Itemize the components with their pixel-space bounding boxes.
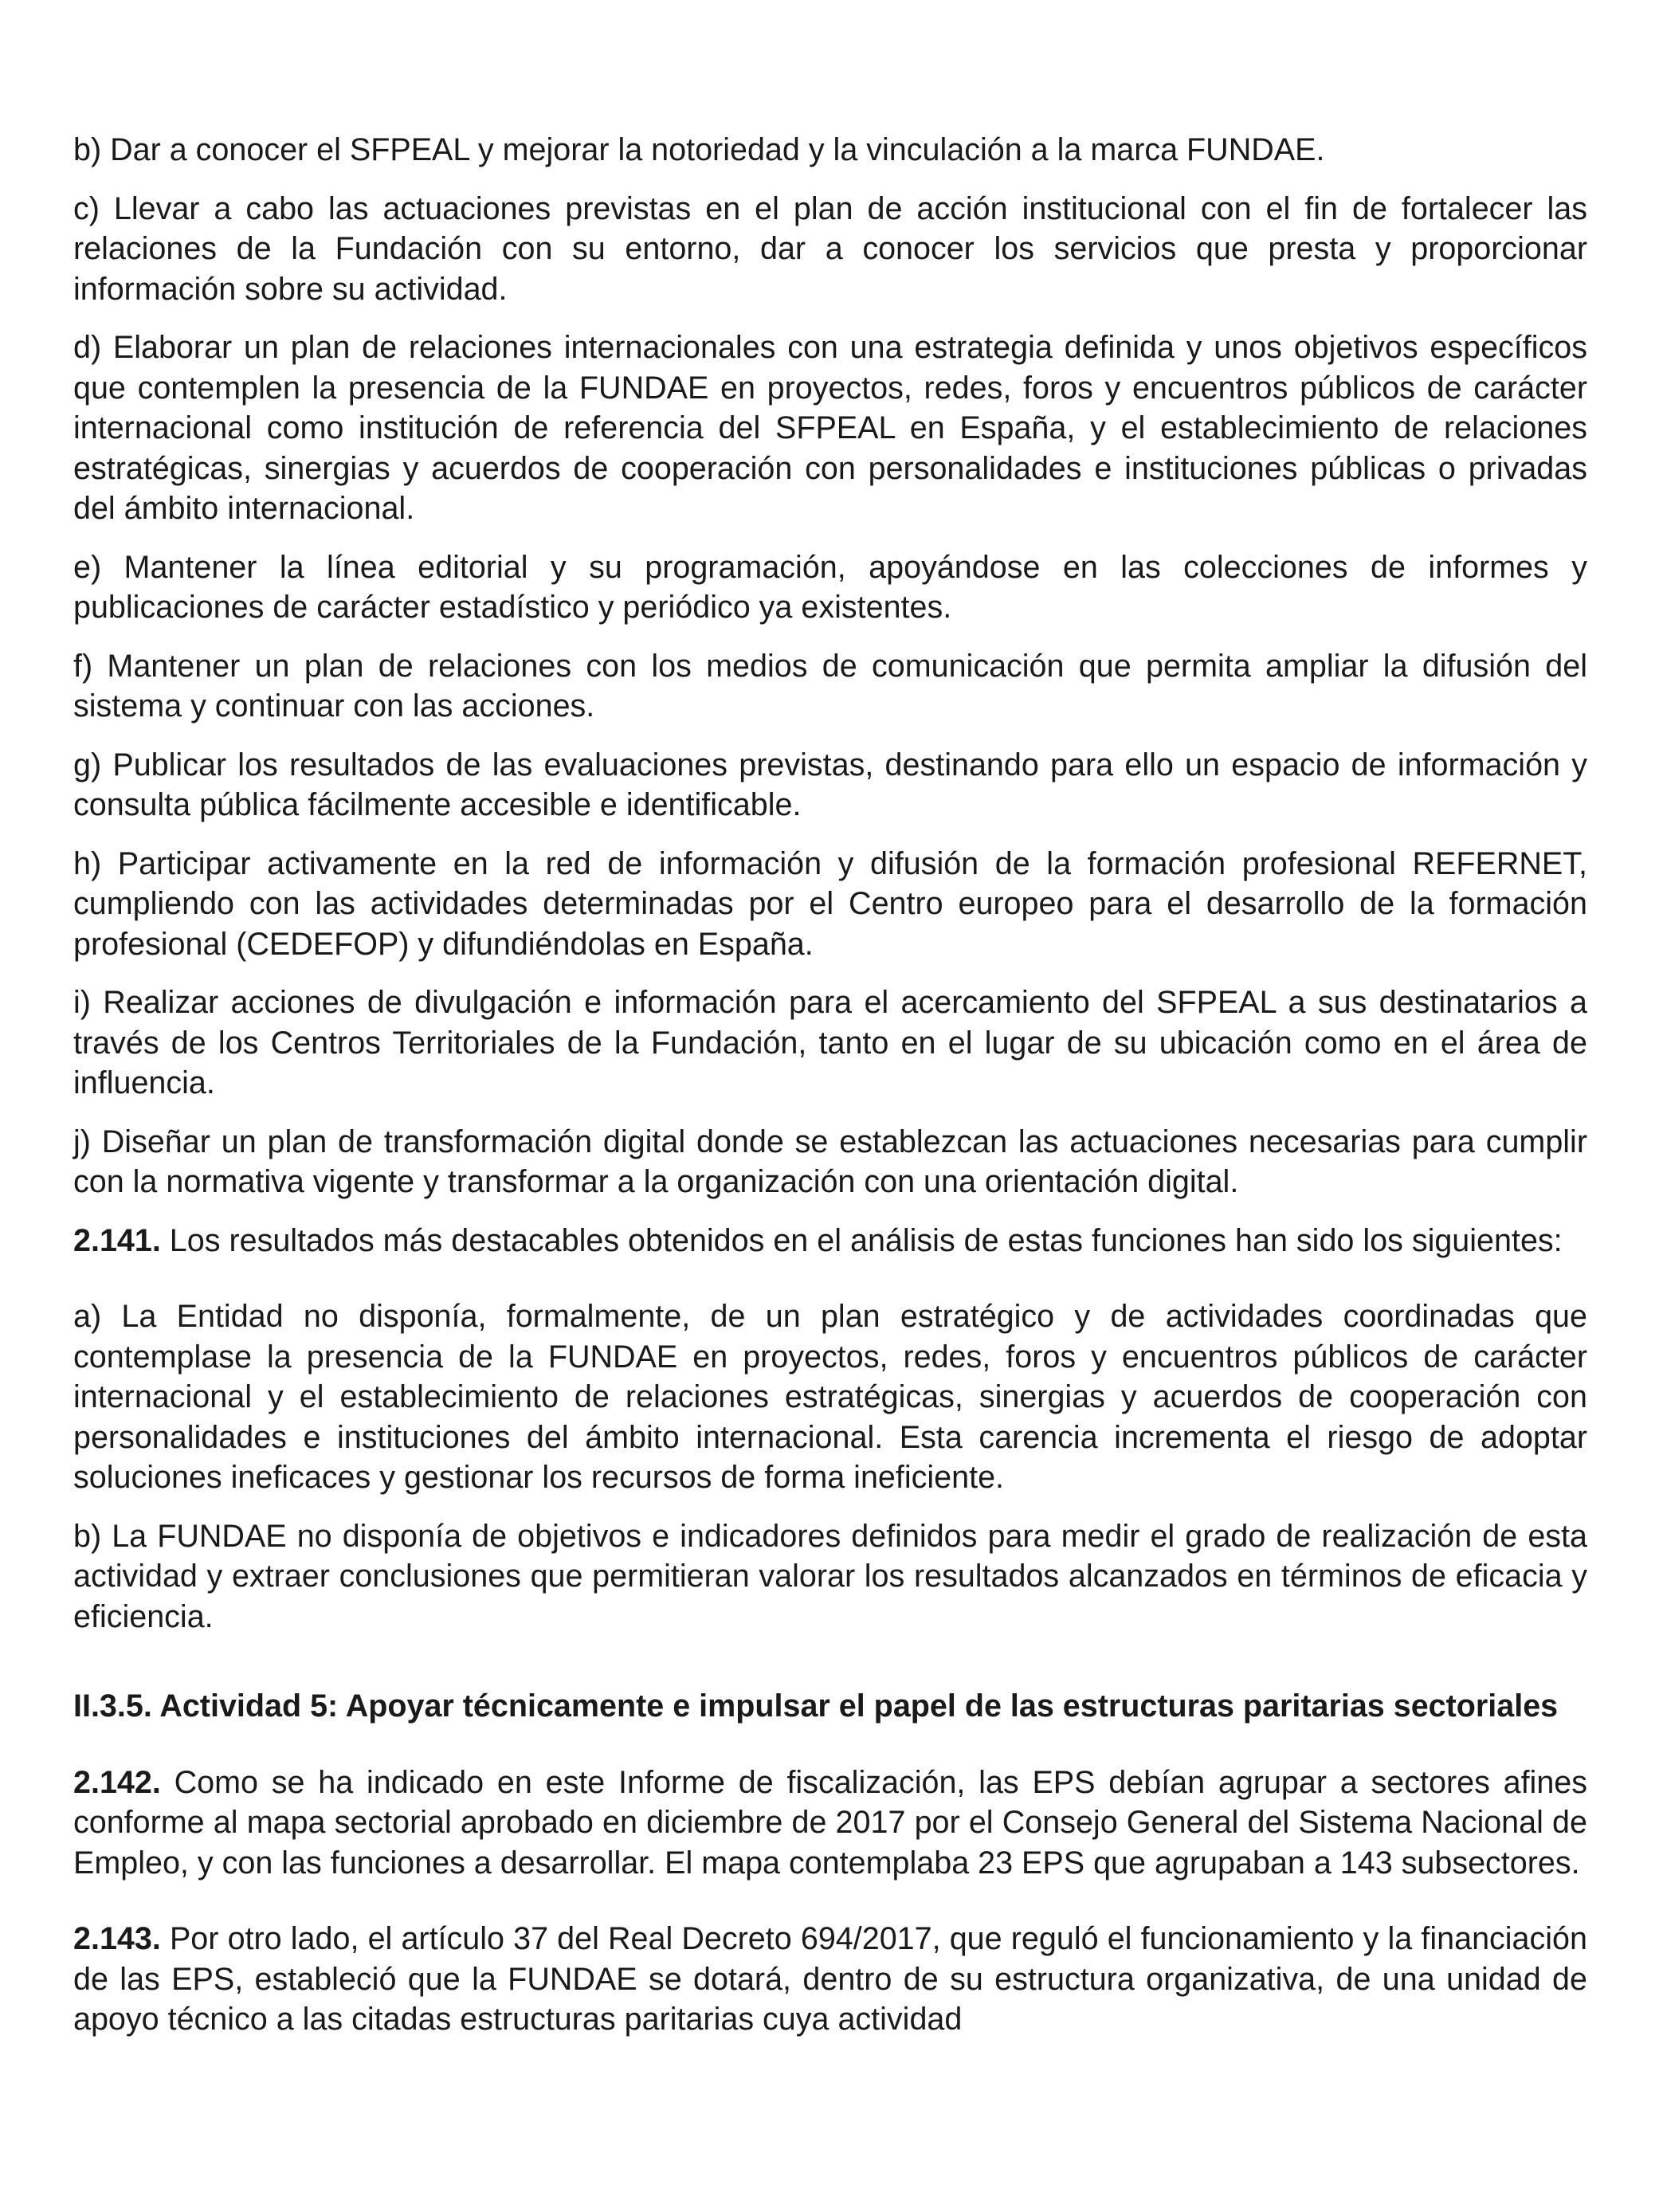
paragraph-text: Como se ha indicado en este Informe de fiscalización, las EPS debían agrupar a sectores afines conforme al mapa sectorial aprobado en diciembre de 2017 por el Consejo General del Sistema Nacional de Empleo, y con las funciones a desarrollar. El mapa contemplaba 23 EPS que agrupaban a 143 subsectores. [73, 1764, 1587, 1881]
paragraph-d: d) Elaborar un plan de relaciones internacionales con una estrategia definida y unos objetivos específicos que contemplen la presencia de la FUNDAE en proyectos, redes, foros y encuentros públicos de carácter internacional como institución de referencia del SFPEAL en España, y el establecimiento de relaciones estratégicas, sinergias y acuerdos de cooperación con personalidades e instituciones públicas o privadas del ámbito internacional. [73, 330, 1587, 526]
paragraph-g: g) Publicar los resultados de las evaluaciones previstas, destinando para ello un espacio de información y consulta pública fácilmente accesible e identificable. [73, 747, 1587, 822]
paragraph-number: 2.143. [73, 1921, 161, 1956]
section-heading: II.3.5. Actividad 5: Apoyar técnicamente e impulsar el papel de las estructuras paritarias sectoriales [73, 1688, 1559, 1724]
paragraph-e: e) Mantener la línea editorial y su programación, apoyándose en las colecciones de informes y publicaciones de carácter estadístico y periódico ya existentes. [73, 549, 1587, 625]
paragraph-f: f) Mantener un plan de relaciones con los medios de comunicación que permita ampliar la difusión del sistema y continuar con las acciones. [73, 648, 1587, 724]
paragraph-text: Por otro lado, el artículo 37 del Real Decreto 694/2017, que reguló el funcionamiento y la financiación de las EPS, estableció que la FUNDAE se dotará, dentro de su estructura organizativa, de una unidad de apoyo técnico a las citadas estructuras paritarias cuya actividad [73, 1921, 1587, 2037]
paragraph-2-142 [73, 1763, 1587, 1884]
finding-a: a) La Entidad no disponía, formalmente, de un plan estratégico y de actividades coordinadas que contemplase la presencia de la FUNDAE en proyectos, redes, foros y encuentros públicos de carácter internacional y el establecimiento de relaciones estratégicas, sinergias y acuerdos de cooperación con personalidades e instituciones del ámbito internacional. Esta carencia incrementa el riesgo de adoptar soluciones ineficaces y gestionar los recursos de forma ineficiente. [73, 1299, 1587, 1495]
paragraph-2-141 [73, 1221, 1587, 1261]
paragraph-number: 2.142. [73, 1764, 161, 1800]
paragraph-h: h) Participar activamente en la red de información y difusión de la formación profesional REFERNET, cumpliendo con las actividades determinadas por el Centro europeo para el desarrollo de la formación profesional (CEDEFOP) y difundiéndolas en España. [73, 845, 1587, 962]
paragraph-2-143 [73, 1919, 1587, 2040]
finding-b: b) La FUNDAE no disponía de objetivos e indicadores definidos para medir el grado de realización de esta actividad y extraer conclusiones que permitieran valorar los resultados alcanzados en términos de eficacia y eficiencia. [73, 1518, 1587, 1634]
paragraph-i: i) Realizar acciones de divulgación e información para el acercamiento del SFPEAL a sus destinatarios a través de los Centros Territoriales de la Fundación, tanto en el lugar de su ubicación como en el área de influencia. [73, 985, 1587, 1100]
paragraph-j: j) Diseñar un plan de transformación digital donde se establezcan las actuaciones necesarias para cumplir con la normativa vigente y transformar a la organización con una orientación digital. [73, 1124, 1587, 1199]
document-page [73, 130, 1587, 2058]
paragraph-c: c) Llevar a cabo las actuaciones previstas en el plan de acción institucional con el fin de fortalecer las relaciones de la Fundación con su entorno, dar a conocer los servicios que presta y proporcionar información sobre su actividad. [73, 190, 1587, 307]
paragraph-text: Los resultados más destacables obtenidos en el análisis de estas funciones han sido los siguientes: [160, 1222, 1563, 1258]
paragraph-b: b) Dar a conocer el SFPEAL y mejorar la notoriedad y la vinculación a la marca FUNDAE. [73, 132, 1325, 167]
paragraph-number: 2.141. [73, 1222, 161, 1258]
